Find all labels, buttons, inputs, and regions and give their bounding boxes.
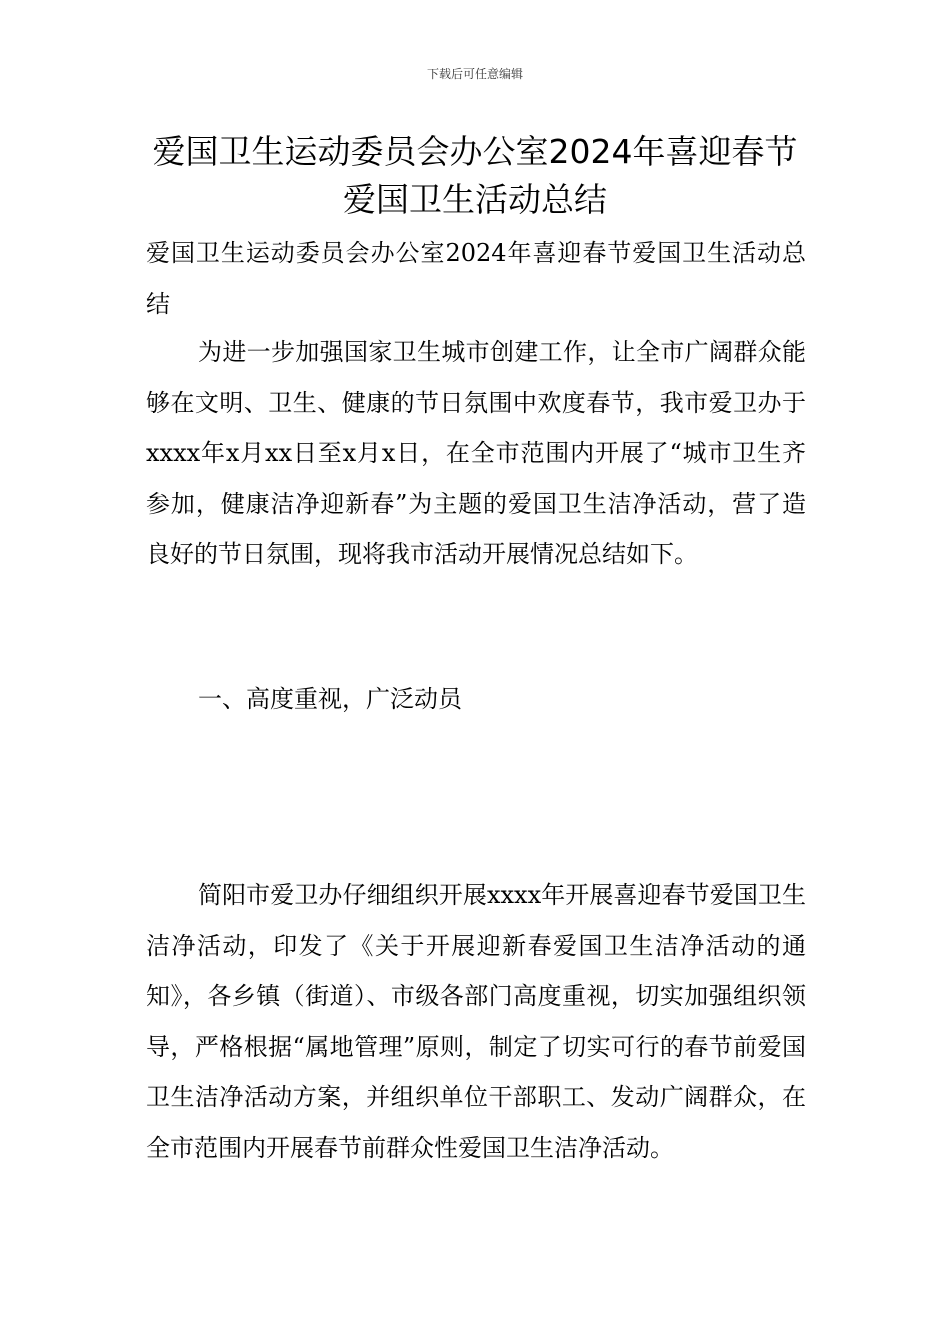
document-subtitle: 爱国卫生运动委员会办公室2024年喜迎春节爱国卫生活动总结	[146, 239, 806, 318]
paragraph-section-1: 简阳市爱卫办仔细组织开展xxxx年开展喜迎春节爱国卫生洁净活动，印发了《关于开展迎新春爱国卫生洁净活动的通知》，各乡镇（街道）、市级各部门高度重视，切实加强组织领导，严格根据“属地管理”原则，制定了切实可行的春节前爱国卫生洁净活动方案，并组织单位干部职工、发动广阔群众，在全市范围内开展春节前群众性爱国卫生洁净活动。	[146, 881, 806, 1162]
paragraph-intro: 为进一步加强国家卫生城市创建工作，让全市广阔群众能够在文明、卫生、健康的节日氛围中欢度春节，我市爱卫办于xxxx年x月xx日至x月x日，在全市范围内开展了“城市卫生齐参加，健康洁净迎新春”为主题的爱国卫生洁净活动，营了造良好的节日氛围，现将我市活动开展情况总结如下。	[146, 338, 806, 568]
header-note: 下载后可任意编辑	[426, 67, 523, 81]
document-title: 爱国卫生运动委员会办公室2024年喜迎春节爱国卫生活动总结	[152, 132, 798, 219]
section-heading-1: 一、高度重视，广泛动员	[198, 685, 462, 713]
